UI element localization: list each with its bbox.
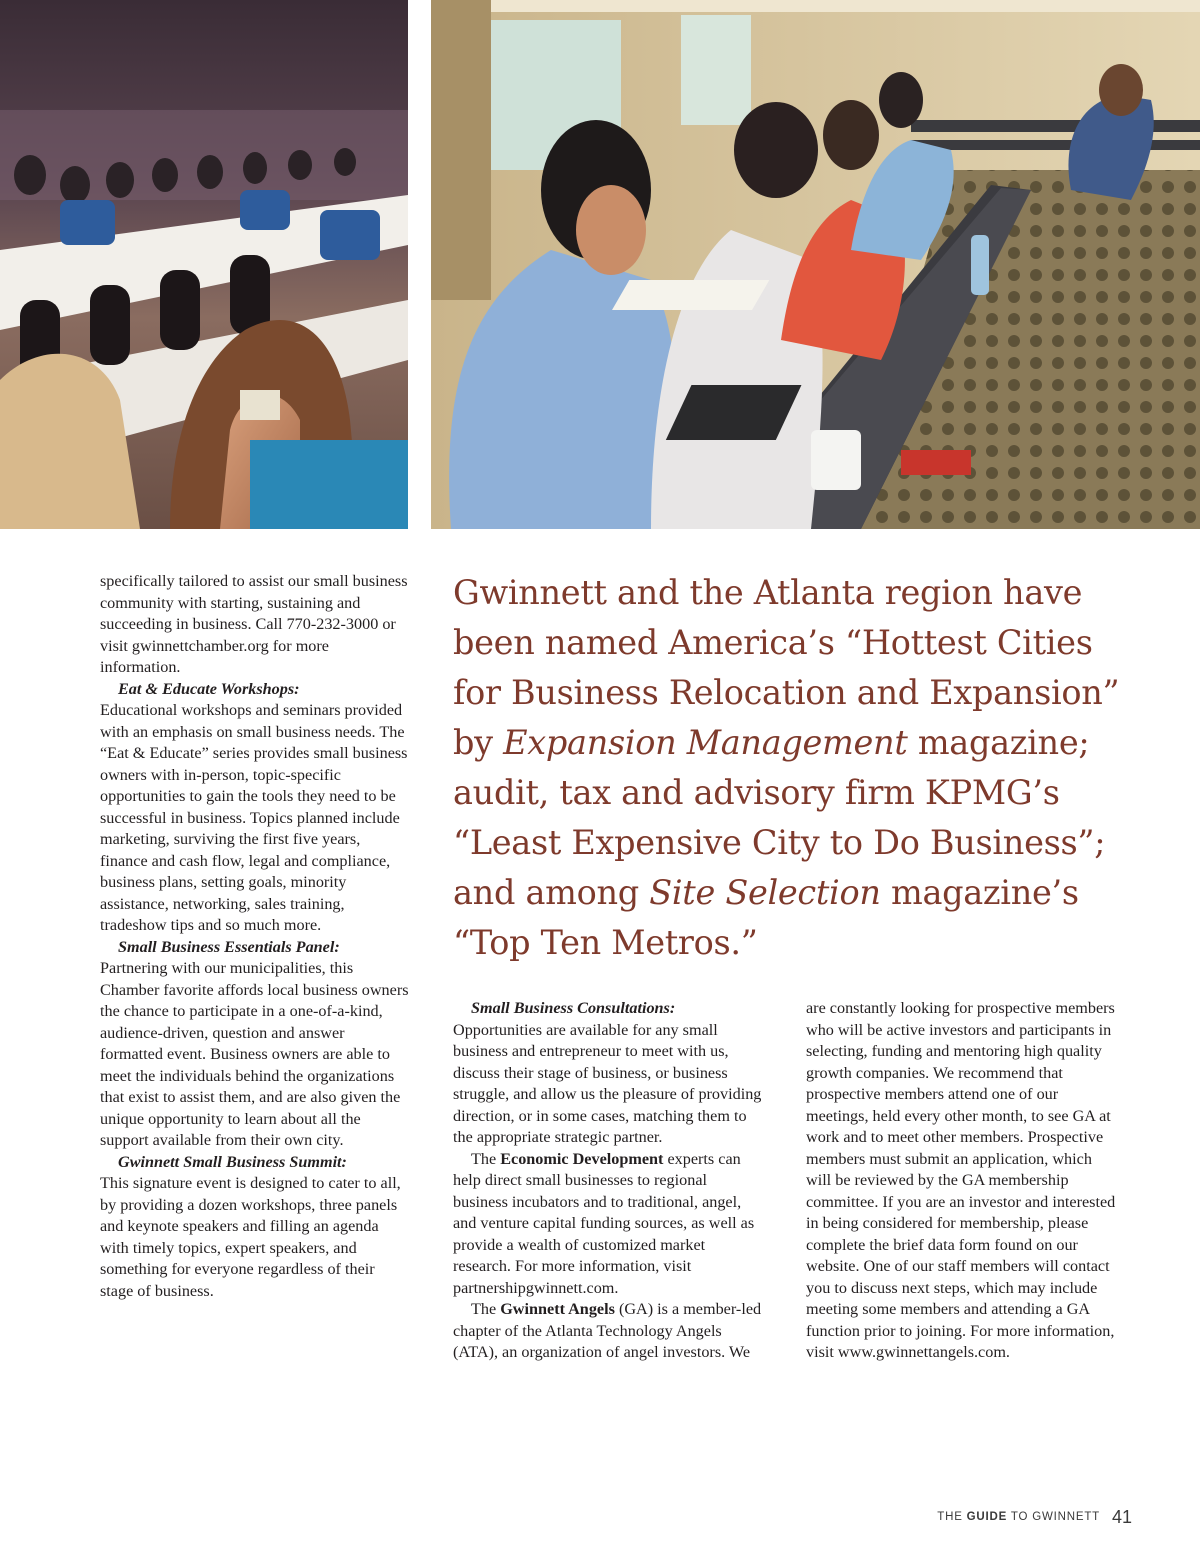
paragraph-economic-development (453, 1149, 763, 1300)
photo-audience-ballroom (0, 0, 408, 529)
publication-name: Site Selection (649, 873, 881, 912)
article-column-2 (453, 998, 763, 1364)
pull-quote-line (453, 868, 1153, 918)
pull-quote-line: “Least Expensive City to Do Business”; (453, 823, 1106, 862)
heading-essentials-panel: Small Business Essentials Panel: (118, 937, 340, 956)
pull-quote-text: and among (453, 873, 650, 912)
text-fragment: experts can help direct small businesses to regional business incubators and to traditional, angel, and venture capital funding sources, as well as provide a wealth of customized market research. For more information, visit partnershipgwinnett.com. (453, 1149, 755, 1297)
heading-eat-educate: Eat & Educate Workshops: (118, 679, 300, 698)
photo-audience-ballroom-image (0, 0, 408, 529)
paragraph-essentials-panel (100, 937, 410, 959)
pull-quote-text: magazine’s (880, 873, 1079, 912)
pull-quote-line: “Top Ten Metros.” (453, 923, 758, 962)
text-eat-educate: Educational workshops and seminars provided with an emphasis on small business needs. The “Eat & Educate” series provides small business owners with in-person, topic-specific opportunities to gain the tools they need to be successful in business. Topics planned include marketing, surviving the first five years, finance and cash flow, legal and compliance, business plans, setting goals, minority assistance, networking, sales training, tradeshow tips and so much more. (100, 701, 408, 934)
bold-term-gwinnett-angels: Gwinnett Angels (500, 1300, 615, 1318)
heading-consultations: Small Business Consultations: (471, 999, 676, 1017)
text-summit: This signature event is designed to cater to all, by providing a dozen workshops, three panels and keynote speakers and filling an agenda with timely topics, expert speakers, and something for everyone regardless of their stage of business. (100, 1174, 401, 1300)
article-column-3 (806, 998, 1116, 1364)
paragraph-eat-educate (100, 679, 410, 701)
pull-quote-line (453, 718, 1153, 768)
paragraph-summit (100, 1152, 410, 1174)
page-number: 41 (1111, 1506, 1132, 1527)
publication-title (937, 1511, 1100, 1523)
paragraph-intro-continued: specifically tailored to assist our small business community with starting, sustaining and succeeding in business. Call 770-232-3000 or visit gwinnettchamber.org for more information. (100, 572, 408, 676)
page-footer (937, 1502, 1132, 1532)
publication-name: Expansion Management (503, 723, 908, 762)
pull-quote-line: audit, tax and advisory firm KPMG’s (453, 773, 1060, 812)
bold-term-economic-development: Economic Development (500, 1149, 664, 1168)
footer-text-bold: GUIDE (966, 1511, 1008, 1523)
photo-seminar-attendees (431, 0, 1200, 529)
pull-quote-text: by (453, 723, 504, 762)
pull-quote-line: been named America’s “Hottest Cities (453, 623, 1093, 662)
footer-text: TO GWINNETT (1007, 1511, 1100, 1523)
photo-seminar-attendees-image (431, 0, 1200, 529)
text-consultations: Opportunities are available for any small business and entrepreneur to meet with us, discuss their stage of business, or business struggle, and allow us the pleasure of providing direction, or in some cases, matching them to the appropriate strategic partner. (453, 1020, 762, 1146)
footer-text: THE (937, 1511, 967, 1523)
text-fragment: (GA) is a member-led chapter of the Atlanta Technology Angels (ATA), an organization of angel investors. We (453, 1300, 762, 1361)
paragraph-consultations (453, 998, 763, 1020)
paragraph-angels-continued: are constantly looking for prospective members who will be active investors and participants in selecting, funding and mentoring high quality growth companies. We recommend that prospective members attend one of our meetings, held every other month, to see GA at work and to meet other members. Prospective members must submit an application, which will be reviewed by the GA membership committee. If you are an investor and interested in being considered for membership, please complete the brief data form found on our website. One of our staff members will contact you to discuss next steps, which may include meeting some members and attending a GA function prior to joining. For more information, visit www.gwinnettangels.com. (806, 999, 1116, 1361)
text-fragment: The (471, 1300, 501, 1318)
article-column-1 (100, 571, 410, 1302)
pull-quote-line: for Business Relocation and Expansion” (453, 673, 1120, 712)
paragraph-gwinnett-angels (453, 1299, 763, 1364)
pull-quote-line: Gwinnett and the Atlanta region have (453, 573, 1083, 612)
pull-quote-text: magazine; (907, 723, 1090, 762)
heading-summit: Gwinnett Small Business Summit: (118, 1152, 347, 1171)
pull-quote (453, 568, 1153, 968)
text-fragment: The (471, 1149, 501, 1168)
text-essentials-panel: Partnering with our municipalities, this Chamber favorite affords local business owners the chance to participate in a one-of-a-kind, audience-driven, question and answer formatted event. Business owners are able to meet the individuals behind the organizations that exist to assist them, and are also given the unique opportunity to learn about all the support available from their own city. (100, 959, 409, 1149)
